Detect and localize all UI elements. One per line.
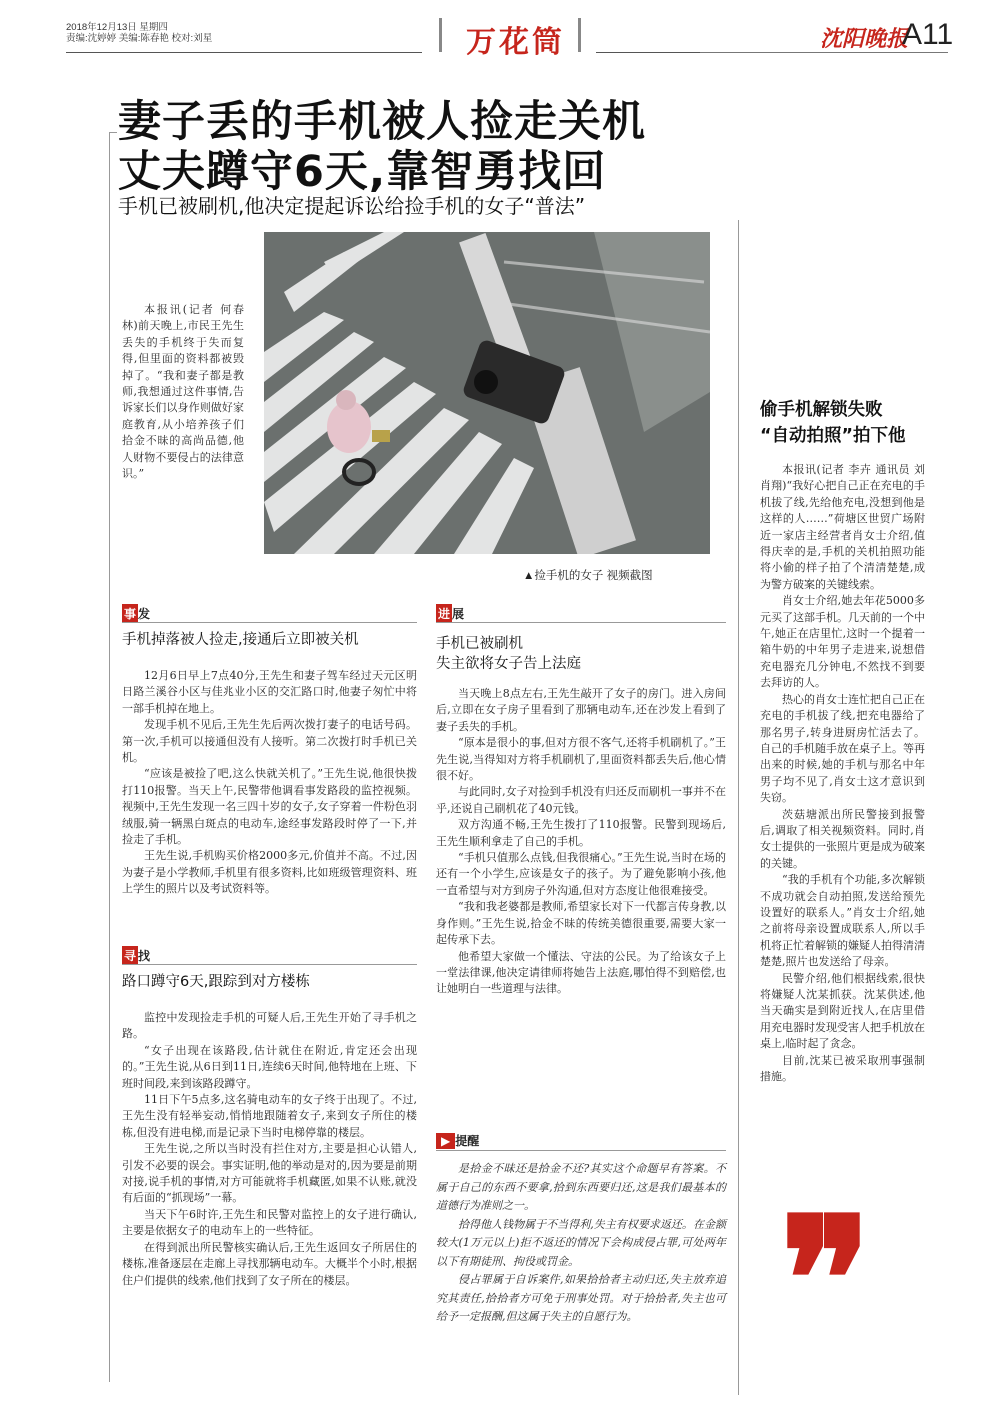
paragraph: 他希望大家做一个懂法、守法的公民。为了给该女子上一堂法律课,他决定请律师将她告上法庭,哪怕得不到赔偿,也让她明白一些道理与法律。	[436, 949, 726, 996]
side-article-title-1: 偷手机解锁失败	[760, 400, 883, 420]
paragraph: 在得到派出所民警核实确认后,王先生返回女子所居住的楼栋,准备逐层在走廊上寻找那辆电动车。大概半个小时,根据住户们提供的线索,他们找到了女子所在的楼层。	[122, 1240, 417, 1287]
paragraph: 拾得他人钱物属于不当得利,失主有权要求返还。在金额较大(1万元以上)拒不返还的情况下会构成侵占罪,可处两年以下有期徒刑、拘役或罚金。	[436, 1217, 726, 1268]
section-name: 万花筒	[466, 25, 565, 60]
section-title-search: 路口蹲守6天,跟踪到对方楼栋	[122, 974, 310, 990]
section-body-progress	[436, 686, 726, 998]
header-divider	[578, 18, 581, 52]
photo-caption: ▲捡手机的女子 视频截图	[523, 570, 653, 582]
quote-mark-icon: ❞	[780, 1180, 872, 1380]
paragraph: “我的手机有个功能,多次解锁不成功就会自动拍照,发送给预先设置好的联系人。”肖女士介绍,她之前将母亲设置成联系人,所以手机将正忙着解锁的嫌疑人拍得清清楚楚,照片也发送给了母亲。	[760, 873, 925, 969]
section-body-incident	[122, 668, 417, 898]
section-tag-progress	[436, 604, 464, 623]
paragraph: 侵占罪属于自诉案件,如果拾拾者主动归还,失主放弃追究其责任,拾拾者方可免于刑事处罚。对于拾拾者,失主也可给予一定报酬,但这属于失主的自愿行为。	[436, 1273, 726, 1323]
section-rule	[122, 964, 417, 965]
section-title-line: 失主欲将女子告上法庭	[436, 656, 581, 672]
page-number: A11	[902, 18, 954, 51]
crosswalk-scene	[264, 232, 710, 554]
section-title-line: 手机已被刷机	[436, 636, 523, 652]
tag-rest: 发	[138, 607, 151, 621]
paragraph: “应该是被捡了吧,这么快就关机了。”王先生说,他很快拨打110报警。当天上午,民警带他调看事发路段的监控视频。视频中,王先生发现一名三四十岁的女子,女子穿着一件粉色羽绒服,骑一辆黑白斑点的电动车,途经事发路段时停了一下,并捡走了手机。	[122, 767, 417, 847]
reminder-arrow-icon: ▶	[436, 1133, 455, 1149]
paragraph: 监控中发现捡走手机的可疑人后,王先生开始了寻手机之路。	[122, 1011, 417, 1041]
section-tag-search	[122, 946, 150, 965]
section-tag-incident	[122, 604, 150, 623]
paragraph: 王先生说,之所以当时没有拦住对方,主要是担心认错人,引发不必要的误会。事实证明,他的举动是对的,因为要是前期对接,说手机的事情,对方可能就将手机藏匿,如果不认账,就没有后面的“抓现场”一幕。	[122, 1142, 417, 1205]
column-separator	[738, 220, 739, 1395]
paragraph: “手机只值那么点钱,但我很痛心。”王先生说,当时在场的还有一个小学生,应该是女子的孩子。为了避免影响小孩,他一直希望与对方到房子外沟通,但对方态度让他很难接受。	[436, 851, 726, 897]
headline-line-2: 丈夫蹲守6天,靠智勇找回	[118, 147, 607, 197]
tag-rest: 找	[138, 949, 151, 963]
reminder-tag	[436, 1132, 479, 1149]
tag-rest: 展	[452, 607, 465, 621]
side-article-title-2: “自动拍照”拍下他	[760, 426, 906, 446]
paragraph: 发现手机不见后,王先生先后两次拨打妻子的电话号码。第一次,手机可以接通但没有人接听。第二次拨打时手机已关机。	[122, 718, 417, 765]
date-line: 2018年12月13日 星期四	[66, 22, 168, 33]
lead-text: 本报讯(记者 何春林)前天晚上,市民王先生丢失的手机终于失而复得,但里面的资料都被毁掉了。“我和妻子都是教师,我想通过这件事情,告诉家长们以身作则做好家庭教育,从小培养孩子们拾金不昧的高尚品德,他人财物不要侵占的法律意识。”	[122, 303, 244, 481]
reminder-label: 提醒	[455, 1134, 480, 1148]
paragraph: 本报讯(记者 李卉 通讯员 刘肖翔)“我好心把自己正在充电的手机拔了线,先给他充电,没想到他是这样的人……”荷塘区世贸广场附近一家店主经营者肖女士介绍,值得庆幸的是,手机的关机拍照功能将小偷的样子拍了个清清楚楚,成为警方破案的关键线索。	[760, 463, 925, 591]
paragraph: 肖女士介绍,她去年花5000多元买了这部手机。几天前的一个中午,她正在店里忙,这时一个提着一箱牛奶的中年男子走进来,说想借充电器充几分钟电,不然找不到要去拜访的人。	[760, 594, 925, 690]
side-article-body	[760, 462, 925, 1085]
section-rule	[122, 622, 417, 623]
paragraph: 是拾金不昧还是拾金不还?其实这个命题早有答案。不属于自己的东西不要拿,拾到东西要归还,这是我们最基本的道德行为准则之一。	[436, 1162, 726, 1212]
reminder-body	[436, 1160, 726, 1327]
paragraph: 当天下午6时许,王先生和民警对监控上的女子进行确认,主要是依据女子的电动车上的一些特征。	[122, 1207, 417, 1238]
paragraph: 11日下午5点多,这名骑电动车的女子终于出现了。不过,王先生没有轻举妄动,悄悄地跟随着女子,来到女子所住的楼栋,但没有进电梯,而是记录下当时电梯停靠的楼层。	[122, 1093, 417, 1139]
paper-name: 沈阳晚报	[820, 26, 909, 52]
paragraph: “女子出现在该路段,估计就住在附近,肯定还会出现的。”王先生说,从6日到11日,连续6天时间,他特地在上班、下班时间段,来到该路段蹲守。	[122, 1043, 417, 1090]
paragraph: 民警介绍,他们根据线索,很快将嫌疑人沈某抓获。沈某供述,他当天确实是到附近找人,在店里借用充电器时发现受害人把手机放在桌上,临时起了贪念。	[760, 971, 925, 1051]
section-rule	[436, 622, 726, 623]
paragraph: 双方沟通不畅,王先生拨打了110报警。民警到现场后,王先生顺利拿走了自己的手机。	[436, 818, 726, 848]
header-divider	[439, 18, 442, 52]
tag-square: 进	[436, 604, 452, 623]
reminder-rule	[436, 1150, 726, 1151]
section-title-incident: 手机掉落被人捡走,接通后立即被关机	[122, 632, 359, 648]
paragraph: 热心的肖女士连忙把自己正在充电的手机拔了线,把充电器给了那名男子,转身进厨房忙活去了。自己的手机随手放在桌子上。等再出来的时候,她的手机与那名中年男子均不见了,肖女士这才意识到失窃。	[760, 692, 925, 805]
article-frame-rule	[109, 132, 110, 1382]
lead-paragraph	[122, 302, 244, 482]
paragraph: 王先生说,手机购买价格2000多元,价值并不高。不过,因为妻子是小学教师,手机里有很多资料,比如班级管理资料、班上学生的照片以及考试资料等。	[122, 849, 417, 896]
tag-square: 寻	[122, 946, 138, 965]
paragraph: 目前,沈某已被采取刑事强制措施。	[760, 1053, 925, 1084]
section-title-progress	[436, 634, 581, 674]
headline-line-1: 妻子丢的手机被人捡走关机	[118, 97, 646, 147]
editor-line: 责编:沈婷婷 美编:陈春艳 校对:刘星	[66, 33, 213, 44]
paragraph: 与此同时,女子对捡到手机没有归还反而刷机一事并不在乎,还说自己刷机花了40元钱。	[436, 785, 726, 815]
surveillance-photo	[264, 232, 710, 554]
paragraph: “我和我老婆都是教师,希望家长对下一代都言传身教,以身作则。”王先生说,拾金不昧的传统美德很重要,需要大家一起传承下去。	[436, 900, 726, 947]
subheadline: 手机已被刷机,他决定提起诉讼给捡手机的女子“普法”	[118, 194, 586, 218]
paragraph: “原本是很小的事,但对方很不客气,还将手机刷机了。”王先生说,当得知对方将手机刷机了,里面资料都丢失后,他心情很不好。	[436, 736, 726, 783]
paragraph: 茨菇塘派出所民警接到报警后,调取了相关视频资料。同时,肖女士提供的一张照片更是成为破案的关键。	[760, 807, 925, 870]
tag-square: 事	[122, 604, 138, 623]
article-frame-corner	[109, 132, 117, 133]
paragraph: 12月6日早上7点40分,王先生和妻子驾车经过天元区明日路兰溪谷小区与佳兆业小区的交汇路口时,他妻子匆忙中将一部手机掉在地上。	[122, 669, 417, 715]
header-rule-left	[66, 52, 422, 53]
section-body-search	[122, 1010, 417, 1289]
header-rule-far-right	[700, 52, 948, 53]
paragraph: 当天晚上8点左右,王先生敲开了女子的房门。进入房间后,立即在女子房子里看到了那辆电动车,还在沙发上看到了妻子丢失的手机。	[436, 687, 726, 733]
issue-meta	[66, 22, 212, 44]
